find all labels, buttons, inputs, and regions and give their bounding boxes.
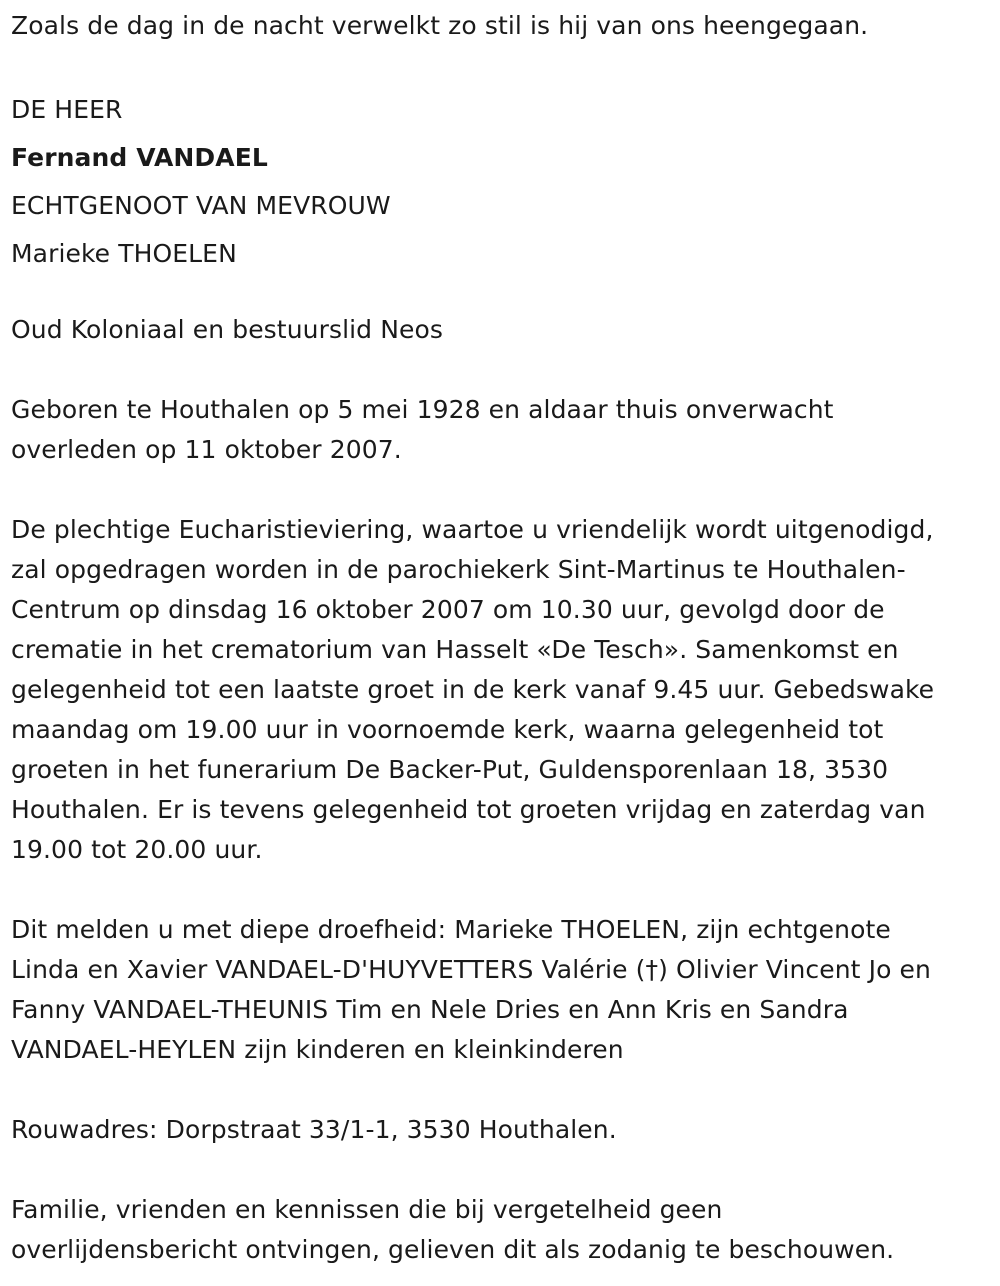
- deceased-heading: [11, 86, 1000, 278]
- deceased-name: Fernand VANDAEL: [11, 143, 268, 172]
- closing-paragraph: Familie, vrienden en kennissen die bij vergetelheid geen overlijdensbericht ontvingen, gelieven dit als zodanig te beschouwen.: [11, 1195, 895, 1264]
- honorific: DE HEER: [11, 95, 123, 124]
- spouse-name: Marieke THOELEN: [11, 239, 237, 268]
- address-line: Rouwadres: Dorpstraat 33/1-1, 3530 Houthalen.: [11, 1115, 617, 1144]
- family-paragraph: Dit melden u met diepe droefheid: Marieke THOELEN, zijn echtgenote Linda en Xavier VANDAEL-D'HUYVETTERS Valérie (†) Olivier Vincent Jo en Fanny VANDAEL-THEUNIS Tim en Nele Dries en Ann Kris en Sandra VANDAEL-HEYLEN zijn kinderen en kleinkinderen: [11, 915, 931, 1064]
- birth-death-paragraph: Geboren te Houthalen op 5 mei 1928 en aldaar thuis onverwacht overleden op 11 oktober 2007.: [11, 395, 834, 464]
- function-line: Oud Koloniaal en bestuurslid Neos: [11, 315, 443, 344]
- relation-label: ECHTGENOOT VAN MEVROUW: [11, 191, 391, 220]
- intro-line: Zoals de dag in de nacht verwelkt zo stil is hij van ons heengegaan.: [11, 11, 869, 40]
- ceremony-paragraph: De plechtige Eucharistieviering, waartoe u vriendelijk wordt uitgenodigd, zal opgedragen worden in de parochiekerk Sint-Martinus te Houthalen- Centrum op dinsdag 16 oktober 2007 om 10.30 uur, gevolgd door de crematie in het crematorium van Hasselt «De Tesch». Samenkomst en gelegenheid tot een laatste groet in de kerk vanaf 9.45 uur. Gebedswake maandag om 19.00 uur in voornoemde kerk, waarna gelegenheid tot groeten in het funerarium De Backer-Put, Guldensporenlaan 18, 3530 Houthalen. Er is tevens gelegenheid tot groeten vrijdag en zaterdag van 19.00 tot 20.00 uur.: [11, 515, 935, 864]
